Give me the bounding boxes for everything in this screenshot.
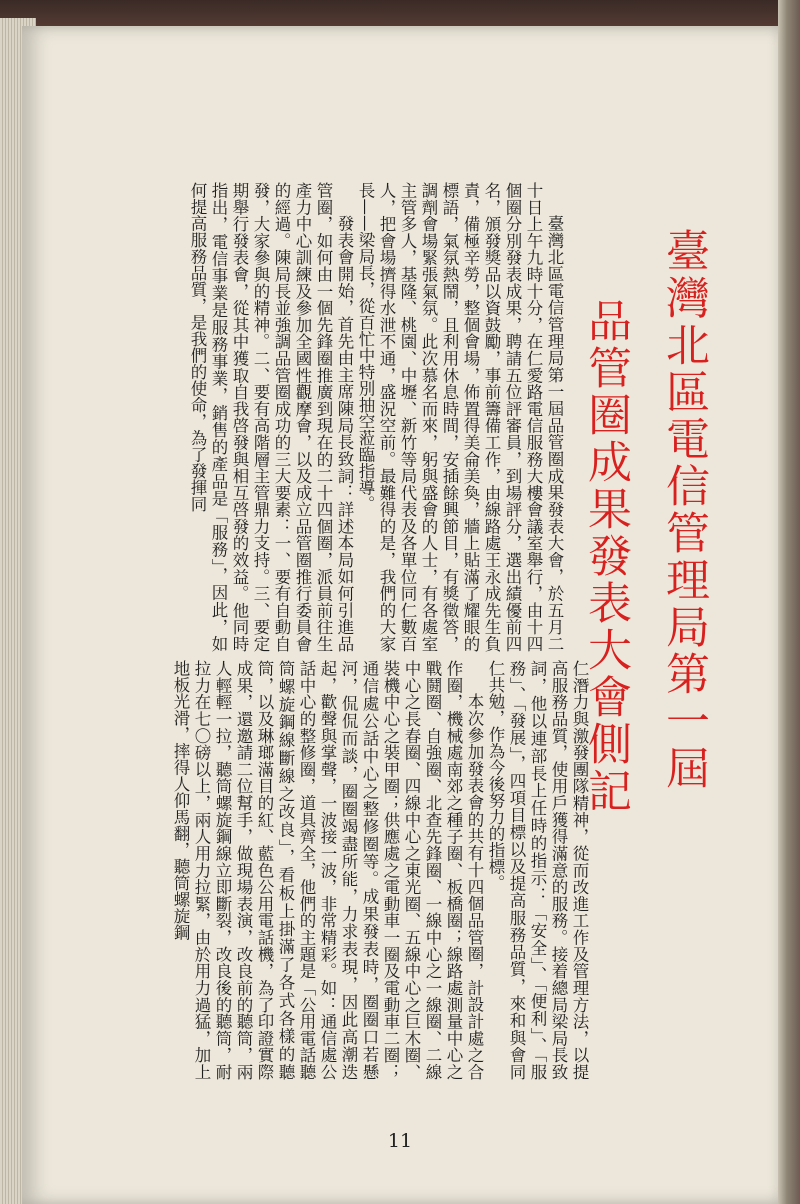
paragraph: 本次參加發表會的共有十四個品管圈，計設計處之合作圈，機械處南郊之種子圈、板橋圈；線路處測量中心之戰鬪圈、自強圈、北查先鋒圈、一線中心之一線圈、二線中心之長春圈、四線中心之東光圈、五線中心之巨木圈、裝機中心之裝甲圈；供應處之電動車一圈及電動車二圈；通信處公話中心之整修圈等。成果發表時，圈圈口若懸河，侃侃而談，圈圈竭盡所能，力求表現，因此高潮迭起，歡聲與掌聲，一波接一波，非常精彩。如：通信處公話中心的整修圈，道具齊全，他們的主題是「公用電話聽筒螺旋鋼線斷線之改良」，看板上掛滿了各式各樣的聽筒，以及琳瑯滿目的紅、藍色公用電話機，為了印證實際成果，還邀請二位幫手，做現場表演，改良前的聽筒，兩人輕輕一拉，聽筒螺旋鋼線立即斷裂，改良後的聽筒，耐拉力在七〇磅以上，兩人用力拉緊，由於用力過猛，加上地板光滑，摔得人仰馬翻，聽筒螺旋鋼 xyxy=(171,660,484,1080)
article-subtitle: 品管圈成果發表大會側記 xyxy=(580,298,631,815)
book-binding xyxy=(778,0,800,1204)
paragraph: 臺灣北區電信管理局第一屆品管圈成果發表大會，於五月二十日上午九時十分，在仁愛路電信服務大樓會議室舉行，由十四個圈分別發表成果，聘請五位評審員，到場評分，選出績優前四名，頒發獎品以資鼓勵，事前籌備工作，由線路處王永成先生負責，備極辛勞，整個會場，佈置得美侖美奐，牆上貼滿了耀眼的標語，氣氛熱鬧，且利用休息時間，安插餘興節目，有獎徵答，調劑會場緊張氣氛。此次慕名而來，躬與盛會的人士，有各處室主管多人，基隆、桃園、中壢、新竹等局代表及各單位同仁數百人，把會場擠得水泄不通，盛況空前。最難得的是，我們的大家長——梁局長，從百忙中特別抽空蒞臨指導。 xyxy=(356,182,564,652)
paragraph: 發表會開始，首先由主席陳局長致詞：詳述本局如何引進品管圈，如何由一個先鋒圈推廣到現在的二十四個圈，派員前往生產力中心訓練及參加全國性觀摩會，以及成立品管圈推行委員會的經過。陳局長並強調品管圈成功的三大要素：一、要有自動自發，大家參與的精神。二、要有高階層主管鼎力支持。三、要定期舉行發表會，從其中獲取自我啓發與相互啓發的效益。他同時指出，電信事業是服務事業，銷售的產品是「服務」，因此，如何提高服務品質，是我們的使命，為了發揮同 xyxy=(188,182,354,652)
paragraph: 仁潛力與激發團隊精神，從而改進工作及管理方法，以提高服務品質，使用戶獲得滿意的服務。接着總局梁局長致詞，他以連部長上任時的指示：「安全」、「便利」、「服務」、「發展」，四項目標以及提高服務品質，來和與會同仁共勉，作為今後努力的指標。 xyxy=(486,660,589,1080)
top-text-block xyxy=(60,182,565,652)
bottom-text-block xyxy=(60,660,590,1080)
article-title: 臺灣北區電信管理局第一屆 xyxy=(658,228,709,792)
page-number: 11 xyxy=(387,1130,413,1152)
